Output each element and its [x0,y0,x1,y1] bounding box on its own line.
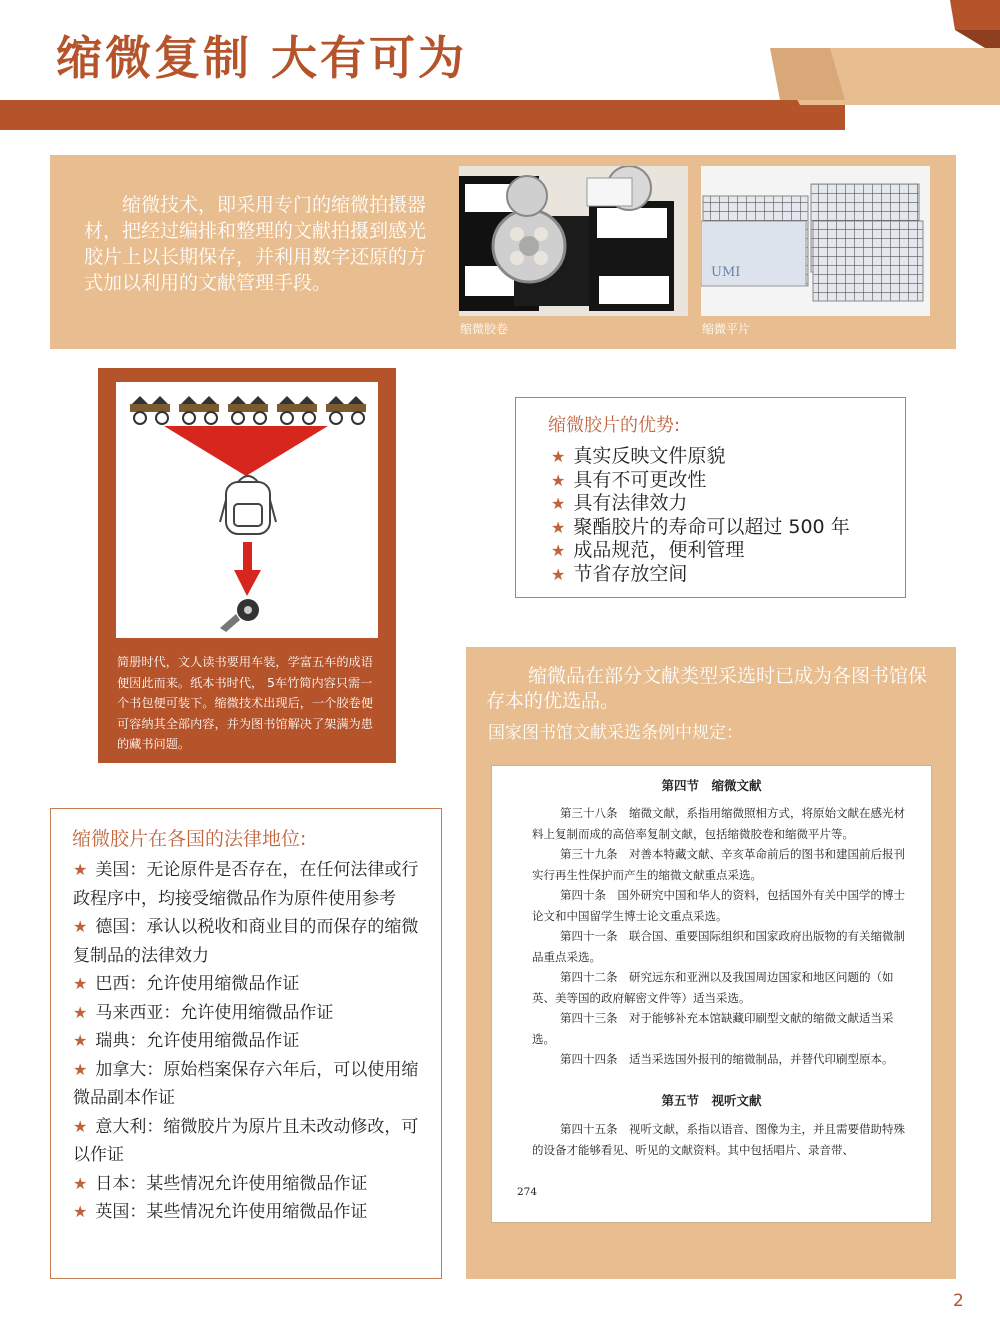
microfiche-caption: 缩微平片 [702,322,751,336]
document-page-number: 274 [517,1186,538,1198]
list-item: ★ 瑞典：允许使用缩微品作证 [73,1031,300,1051]
header-bar [0,100,845,130]
list-item: ★ 意大利：缩微胶片为原片且未改动修改，可以作证 [73,1116,419,1165]
legal-status-title: 缩微胶片在各国的法律地位: [72,828,307,850]
page-title: 缩微复制 大有可为 [56,31,468,85]
article-38: 第三十八条 缩微文献，系指用缩微照相方式，将原始文献在感光材料上复制而成的高倍率复制文献，包括缩微胶卷和缩微平片等。 [532,806,905,841]
list-item: ★ 加拿大：原始档案保存六年后，可以使用缩微品副本作证 [73,1059,419,1108]
star-icon: ★ [73,1002,88,1022]
list-item: ★ 马来西亚：允许使用缩微品作证 [73,1002,334,1023]
chariots-icon [130,396,366,424]
article-44: 第四十四条 适当采选国外报刊的缩微制品，并替代印刷型原本。 [560,1052,894,1066]
star-icon: ★ [73,1059,88,1079]
ribbon-decoration [760,0,1000,135]
star-icon: ★ [551,517,566,537]
list-item: ★ 节省存放空间 [551,562,688,585]
list-item: ★ 成品规范，便利管理 [551,539,745,562]
article-45: 第四十五条 视听文献，系指以语音、图像为主，并且需要借助特殊的设备才能够看见、听见的文献资料。其中包括唱片、录音带、 [532,1122,905,1157]
microfilm-reels-photo [459,166,688,316]
list-item: ★ 英国：某些情况允许使用缩微品作证 [73,1202,368,1222]
article-41: 第四十一条 联合国、重要国际组织和国家政府出版物的有关缩微制品重点采选。 [532,929,905,964]
down-arrow-large-icon [164,426,328,476]
regulation-document [491,765,932,1223]
star-icon: ★ [551,564,566,584]
microfiche-photo [701,166,930,316]
article-40: 第四十条 国外研究中国和华人的资料，包括国外有关中国学的博士论文和中国留学生博士论文重点采选。 [532,888,905,923]
legal-status-list [73,856,423,1227]
list-item: ★ 日本：某些情况允许使用缩微品作证 [73,1173,368,1194]
film-reel-icon [220,599,259,632]
star-icon: ★ [551,447,566,466]
star-icon: ★ [73,1116,88,1136]
list-item: ★ 具有法律效力 [551,492,688,515]
star-icon: ★ [73,1173,88,1193]
article-43: 第四十三条 对于能够补充本馆缺藏印刷型文献的缩微文献适当采选。 [532,1011,894,1046]
evolution-illustration [116,382,378,638]
star-icon: ★ [551,470,566,490]
section4-heading: 第四节 缩微文献 [661,778,762,793]
star-icon: ★ [551,494,566,514]
umi-logo-text: UMI [711,265,741,280]
star-icon: ★ [73,974,88,993]
star-icon: ★ [73,1202,88,1221]
advantages-title: 缩微胶片的优势: [548,415,681,436]
list-item: ★ 美国：无论原件是否存在，在任何法律或行政程序中，均接受缩微品作为原件使用参考 [73,860,419,909]
list-item: ★ 巴西：允许使用缩微品作证 [73,974,300,994]
star-icon: ★ [73,860,88,879]
down-arrow-small-icon [234,542,261,596]
section5-heading: 第五节 视听文献 [661,1093,762,1108]
backpack-icon [220,476,276,534]
list-item: ★ 真实反映文件原貌 [551,445,726,467]
advantages-list [551,445,850,587]
article-39: 第三十九条 对善本特藏文献、辛亥革命前后的图书和建国前后报刊实行再生性保护而产生的缩微文献重点采选。 [532,847,905,882]
article-42: 第四十二条 研究远东和亚洲以及我国周边国家和地区问题的（如英、美等国的政府解密文件等）适当采选。 [532,970,894,1005]
list-item: ★ 聚酯胶片的寿命可以超过 500 年 [551,515,850,538]
intro-text: 缩微技术，即采用专门的缩微拍摄器材，把经过编排和整理的文献拍摄到感光胶片上以长期保存，并利用数字还原的方式加以利用的文献管理手段。 [84,194,427,294]
list-item: ★ 具有不可更改性 [551,468,707,491]
star-icon: ★ [73,917,88,936]
page-number: 2 [953,1291,964,1311]
selection-text: 缩微品在部分文献类型采选时已成为各图书馆保存本的优选品。 [486,665,928,712]
star-icon: ★ [73,1031,88,1050]
evolution-text: 简册时代，文人读书要用车装，学富五车的成语便因此而来。纸本书时代， 5车竹简内容只需一个书包便可装下。缩微技术出现后，一个胶卷便可容纳其全部内容，并为图书馆解决了架满为患的藏书问题。 [117,655,373,751]
microfilm-reels-caption: 缩微胶卷 [460,322,509,336]
list-item: ★ 德国：承认以税收和商业目的而保存的缩微复制品的法律效力 [73,917,419,966]
selection-subtitle: 国家图书馆文献采选条例中规定： [488,723,743,743]
star-icon: ★ [551,541,566,561]
